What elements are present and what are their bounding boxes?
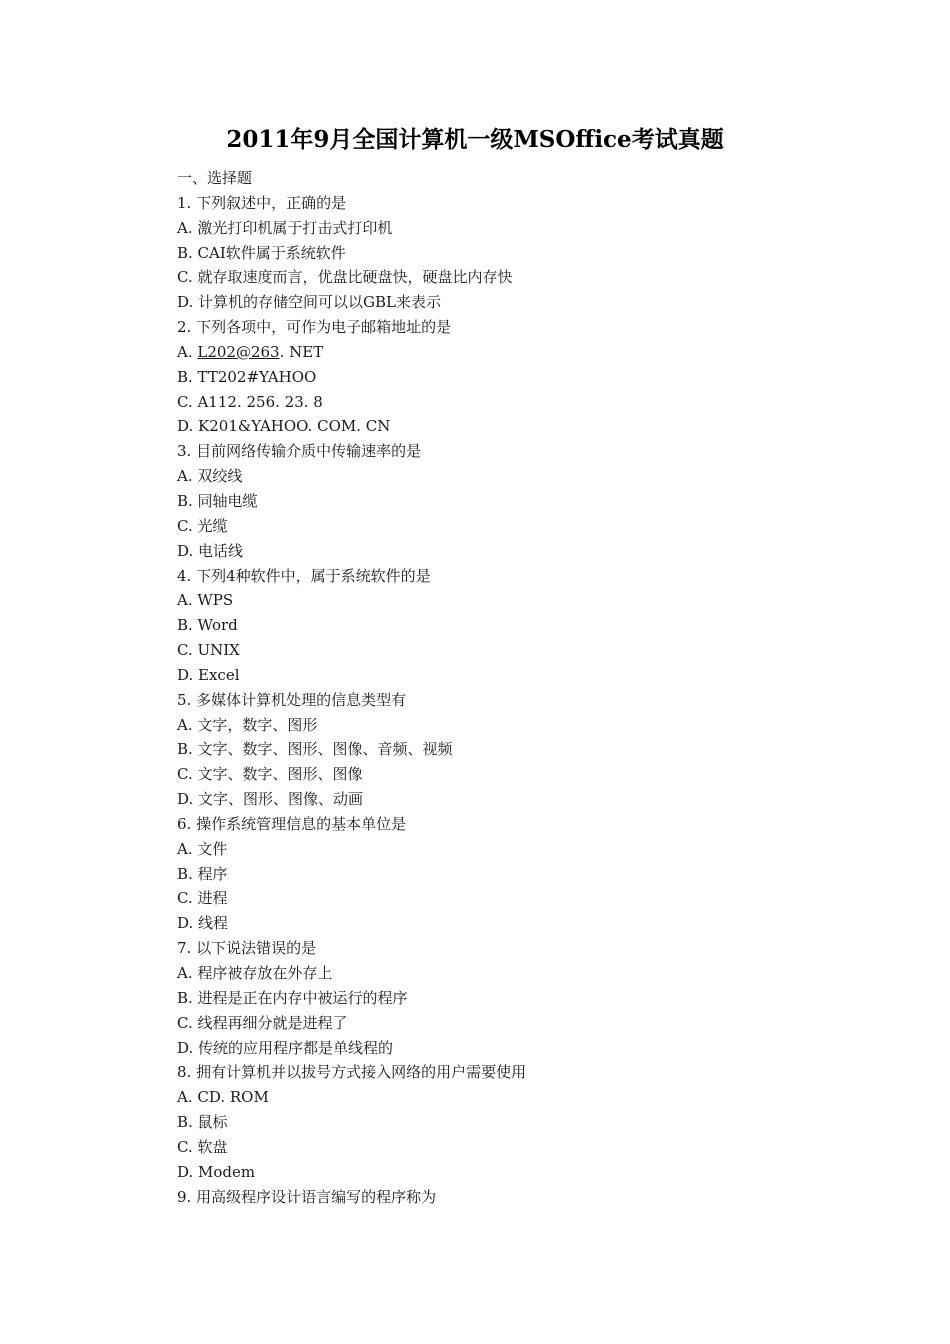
answer-option: C. A112. 256. 23. 8 [177, 392, 323, 411]
answer-option: A. 文件 [177, 839, 228, 858]
answer-option: D. 电话线 [177, 541, 244, 560]
answer-option: C. 光缆 [177, 516, 228, 535]
answer-option: A. 程序被存放在外存上 [177, 964, 333, 982]
answer-option: B. 文字、数字、图形、图像、音频、视频 [177, 740, 453, 759]
answer-option: C. 进程 [177, 889, 228, 908]
answer-option: B. CAI软件属于系统软件 [177, 243, 346, 262]
answer-option-suffix: . NET [279, 342, 324, 361]
answer-option: D. Excel [177, 665, 240, 684]
question-stem: 8. 拥有计算机并以拔号方式接入网络的用户需要使用 [177, 1063, 527, 1082]
answer-option: B. 同轴电缆 [177, 491, 258, 510]
answer-option: B. Word [177, 616, 238, 635]
section-heading: 一、选择题 [177, 169, 253, 187]
question-stem: 4. 下列4种软件中，属于系统软件的是 [177, 566, 431, 585]
answer-option: C. 软盘 [177, 1137, 228, 1156]
question-stem: 2. 下列各项中，可作为电子邮箱地址的是 [177, 318, 452, 337]
question-stem: 5. 多媒体计算机处理的信息类型有 [177, 690, 407, 709]
question-stem: 6. 操作系统管理信息的基本单位是 [177, 814, 407, 833]
email-link[interactable]: L202@263 [197, 342, 280, 361]
answer-option: D. 传统的应用程序都是单线程的 [177, 1038, 394, 1057]
answer-option: A. 文字，数字、图形 [177, 715, 318, 734]
answer-option: A. 双绞线 [177, 467, 243, 486]
answer-option-prefix: A. [177, 342, 198, 361]
answer-option: D. Modem [177, 1162, 256, 1181]
answer-option: A. 激光打印机属于打击式打印机 [177, 218, 393, 237]
question-stem: 1. 下列叙述中，正确的是 [177, 193, 347, 212]
question-list [177, 166, 877, 1209]
answer-option: B. 程序 [177, 864, 228, 883]
answer-option: C. 文字、数字、图形、图像 [177, 765, 363, 784]
answer-option: D. 文字、图形、图像、动画 [177, 790, 364, 809]
answer-option [177, 340, 877, 365]
answer-option: B. 进程是正在内存中被运行的程序 [177, 988, 408, 1007]
answer-option: A. WPS [177, 591, 234, 610]
answer-option: D. 计算机的存储空间可以以GBL来表示 [177, 293, 441, 312]
answer-option: D. K201&YAHOO. COM. CN [177, 417, 391, 436]
answer-option: B. TT202#YAHOO [177, 367, 317, 386]
answer-option: C. UNIX [177, 641, 240, 660]
answer-option: A. CD. ROM [177, 1088, 269, 1107]
answer-option: B. 鼠标 [177, 1113, 228, 1132]
answer-option: D. 线程 [177, 914, 229, 933]
answer-option: C. 线程再细分就是进程了 [177, 1013, 348, 1032]
question-stem: 7. 以下说法错误的是 [177, 939, 317, 958]
answer-option: C. 就存取速度而言，优盘比硬盘快，硬盘比内存快 [177, 268, 513, 287]
question-stem: 3. 目前网络传输介质中传输速率的是 [177, 442, 422, 461]
document-title: 2011年9月全国计算机一级MSOffice考试真题 [226, 126, 724, 153]
question-stem: 9. 用高级程序设计语言编写的程序称为 [177, 1187, 437, 1206]
